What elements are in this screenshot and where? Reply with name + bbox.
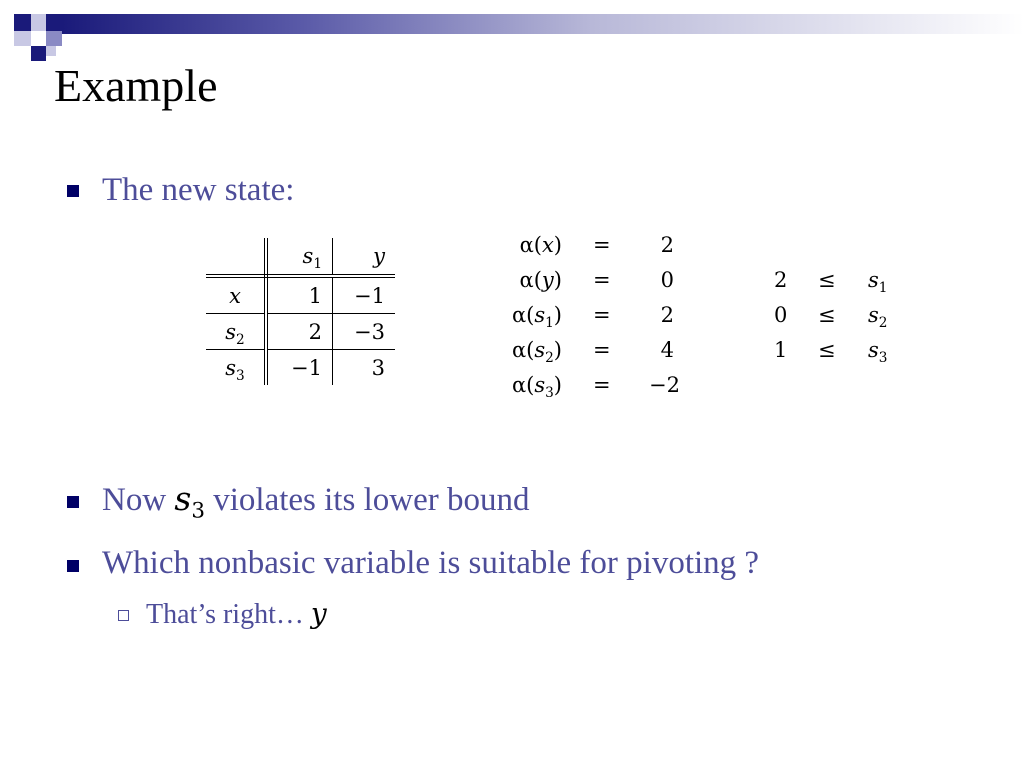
assignment-row: α(y) = 0: [519, 268, 674, 292]
tableau-cell: 3: [371, 355, 385, 380]
bound-row: 0 ≤ $s_2$: [774, 303, 888, 331]
tableau-row-header: $s_3$: [206, 350, 266, 386]
bullet-square-icon: [67, 496, 79, 508]
header-square-navy: [31, 46, 46, 61]
tableau-cell: −1: [266, 350, 333, 386]
tableau-row-header: x: [206, 276, 266, 314]
tableau-col-header: y: [333, 238, 396, 276]
assignment-list: [490, 228, 690, 408]
bullet-text: Now $s_3$ violates its lower bound: [102, 479, 530, 524]
tableau-col-header: $s_1$: [266, 238, 333, 276]
bullet-text: Which nonbasic variable is suitable for pivoting ?: [102, 545, 760, 581]
tableau-cell: −3: [333, 314, 396, 350]
bound-row: 1 ≤ $s_3$: [774, 338, 888, 366]
assignment-row: α(x) = 2: [519, 233, 674, 257]
tableau-cell: 1: [266, 276, 333, 314]
header-square-navy: [14, 14, 31, 31]
header-square-light: [46, 46, 56, 56]
bound-row: 2 ≤ $s_1$: [774, 268, 888, 296]
assignment-row: $\alpha(s_1)$ = 2: [511, 303, 674, 331]
header-square-navy: [46, 14, 62, 31]
sub-bullet-text: That’s right… y: [146, 597, 327, 630]
header-gradient-bar: [62, 14, 1024, 34]
slide-title: Example: [54, 60, 218, 111]
bullet-square-icon: [67, 185, 79, 197]
header-square-light: [14, 31, 31, 46]
assignment-row: $\alpha(s_2)$ = 4: [511, 338, 674, 366]
header-square-light: [31, 14, 46, 31]
sub-bullet-square-icon: [118, 610, 129, 621]
bounds-list: [770, 263, 900, 373]
assignment-row: $\alpha(s_3)$ = −2: [511, 373, 680, 401]
bullet-text: The new state:: [102, 172, 295, 208]
tableau-cell: 2: [266, 314, 333, 350]
simplex-tableau: [206, 238, 395, 385]
tableau-cell: −1: [333, 276, 396, 314]
bullet-square-icon: [67, 560, 79, 572]
header-square-mid: [46, 31, 62, 46]
tableau-row-header: $s_2$: [206, 314, 266, 350]
